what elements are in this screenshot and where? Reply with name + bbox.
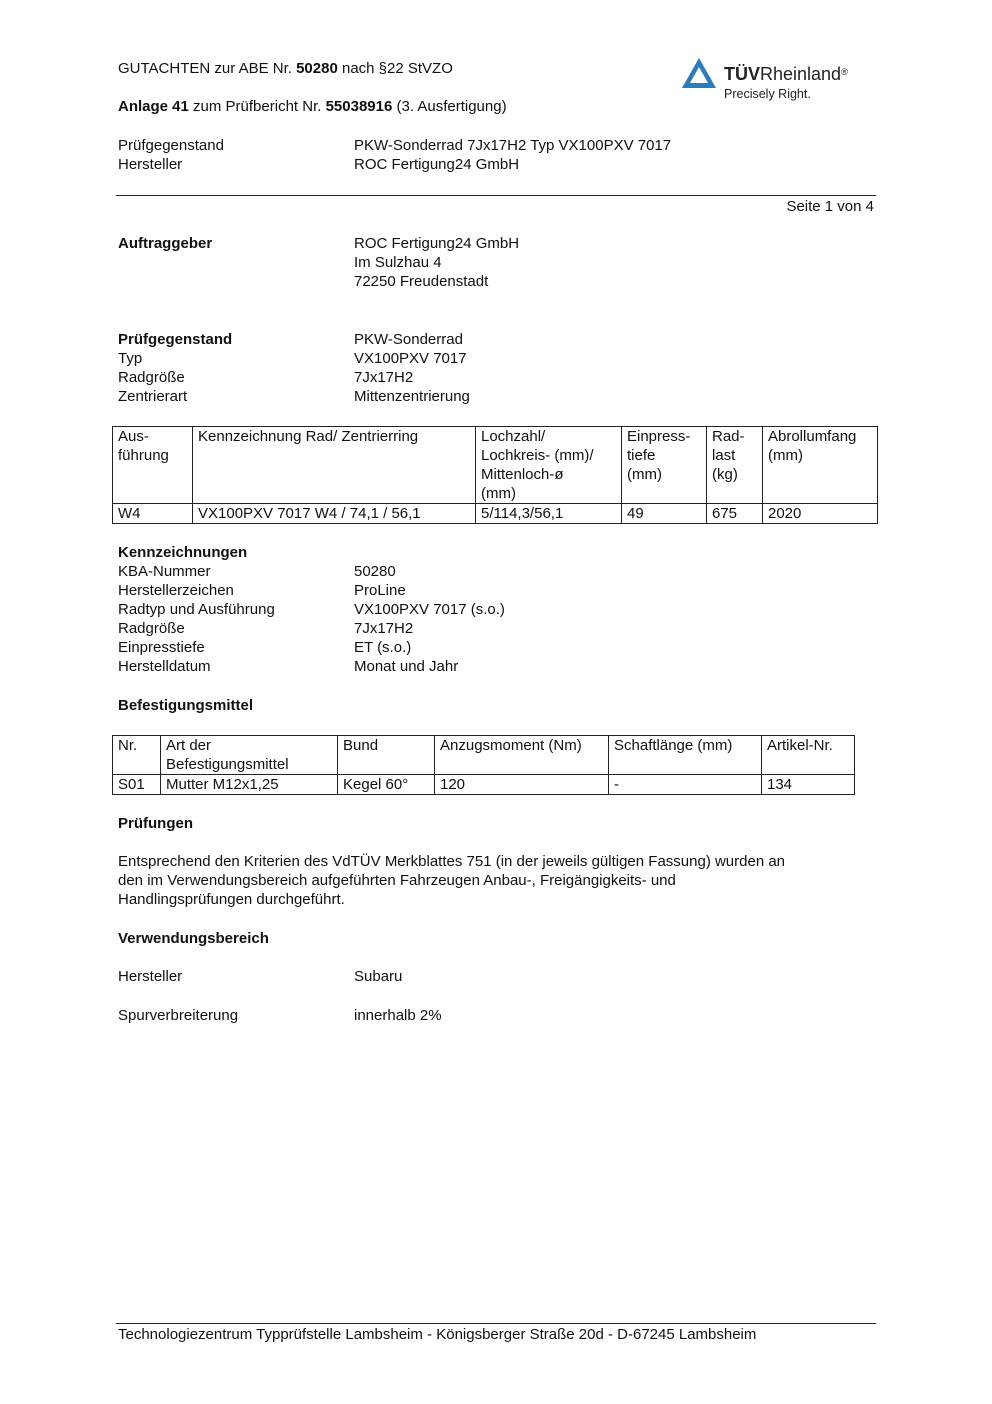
maker-label: Hersteller xyxy=(118,156,183,173)
table-cell: W4 xyxy=(113,504,193,524)
brand-tagline: Precisely Right. xyxy=(724,87,811,101)
marking-value: VX100PXV 7017 (s.o.) xyxy=(354,601,505,618)
track-value: innerhalb 2% xyxy=(354,1007,442,1024)
table-cell: Mutter M12x1,25 xyxy=(161,775,338,795)
subject-label: Prüfgegenstand xyxy=(118,137,224,154)
client-section xyxy=(118,234,878,291)
table-cell: 134 xyxy=(762,775,855,795)
paragraph-line: Handlingsprüfungen durchgeführt. xyxy=(118,891,345,908)
brand-name xyxy=(724,64,848,84)
header-cell: Bund xyxy=(338,736,435,775)
centering-value: Mittenzentrierung xyxy=(354,388,470,405)
table-header-row xyxy=(113,736,855,775)
client-line: Im Sulzhau 4 xyxy=(354,254,442,271)
anlage-label: Anlage 41 xyxy=(118,98,189,115)
copy-note: (3. Ausfertigung) xyxy=(392,98,507,115)
table-cell: Kegel 60° xyxy=(338,775,435,795)
header-cell: Art der Befestigungsmittel xyxy=(161,736,338,775)
fasteners-heading: Befestigungsmittel xyxy=(118,697,254,714)
table-cell: 49 xyxy=(622,504,707,524)
tuv-triangle-icon xyxy=(680,56,718,90)
marking-value: ProLine xyxy=(354,582,406,599)
marking-value: 50280 xyxy=(354,563,396,580)
usage-maker xyxy=(118,967,878,986)
footer-address: Technologiezentrum Typprüfstelle Lambsheim - Königsberger Straße 20d - D-67245 Lambsheim xyxy=(118,1326,757,1343)
markings-list xyxy=(118,562,878,676)
maker-value: ROC Fertigung24 GmbH xyxy=(354,156,520,173)
marking-value: 7Jx17H2 xyxy=(354,620,414,637)
report-title xyxy=(118,59,453,78)
table-cell: 120 xyxy=(435,775,609,795)
test-object-label xyxy=(118,330,354,349)
test-object-section xyxy=(118,330,878,406)
marking-value: Monat und Jahr xyxy=(354,658,459,675)
paragraph-line: Entsprechend den Kriterien des VdTÜV Merkblattes 751 (in der jeweils gültigen Fassung) wurden an xyxy=(118,853,786,870)
marking-label: KBA-Nummer xyxy=(118,563,211,580)
markings-heading: Kennzeichnungen xyxy=(118,544,248,561)
usage-track xyxy=(118,1006,878,1025)
report-subtitle xyxy=(118,97,507,116)
brand-regular: Rheinland xyxy=(760,64,842,84)
marking-value: ET (s.o.) xyxy=(354,639,412,656)
header-cell: Nr. xyxy=(113,736,161,775)
test-object-value: PKW-Sonderrad xyxy=(354,331,463,348)
test-object-label-text: Prüfgegenstand xyxy=(118,331,233,348)
usage-heading: Verwendungsbereich xyxy=(118,930,269,947)
tests-heading: Prüfungen xyxy=(118,815,193,832)
header-cell: Schaftlänge (mm) xyxy=(609,736,762,775)
client-label-text: Auftraggeber xyxy=(118,235,213,252)
brand-bold: TÜV xyxy=(724,64,760,84)
tests-paragraph xyxy=(118,852,878,909)
table-cell: 675 xyxy=(707,504,763,524)
usage-maker-value: Subaru xyxy=(354,968,403,985)
table-row xyxy=(113,504,878,524)
fasteners-table xyxy=(112,735,855,795)
client-line: ROC Fertigung24 GmbH xyxy=(354,235,520,252)
abe-number: 50280 xyxy=(296,60,338,77)
paragraph-line: den im Verwendungsbereich aufgeführten Fahrzeugen Anbau-, Freigängigkeits- und xyxy=(118,872,676,889)
header-cell: Aus- führung xyxy=(113,427,193,504)
centering-label: Zentrierart xyxy=(118,388,188,405)
marking-label: Radtyp und Ausführung xyxy=(118,601,275,618)
header-cell: Abrollumfang (mm) xyxy=(763,427,878,504)
header-divider xyxy=(116,195,876,196)
header-cell: Lochzahl/ Lochkreis- (mm)/ Mittenloch-ø (mm) xyxy=(476,427,622,504)
size-value: 7Jx17H2 xyxy=(354,369,414,386)
subject-value: PKW-Sonderrad 7Jx17H2 Typ VX100PXV 7017 xyxy=(354,137,672,154)
footer-divider xyxy=(116,1323,876,1324)
table-cell: 5/114,3/56,1 xyxy=(476,504,622,524)
wheel-table xyxy=(112,426,878,524)
table-cell: VX100PXV 7017 W4 / 74,1 / 56,1 xyxy=(193,504,476,524)
table-cell: 2020 xyxy=(763,504,878,524)
header-info xyxy=(118,136,878,174)
tuv-logo xyxy=(680,56,870,106)
marking-label: Herstellerzeichen xyxy=(118,582,234,599)
track-label: Spurverbreiterung xyxy=(118,1007,239,1024)
client-label xyxy=(118,234,354,253)
usage-maker-label: Hersteller xyxy=(118,968,183,985)
table-cell: - xyxy=(609,775,762,795)
type-value: VX100PXV 7017 xyxy=(354,350,467,367)
header-cell: Kennzeichnung Rad/ Zentrierring xyxy=(193,427,476,504)
header-cell: Einpress- tiefe (mm) xyxy=(622,427,707,504)
table-cell: S01 xyxy=(113,775,161,795)
type-label: Typ xyxy=(118,350,143,367)
table-header-row xyxy=(113,427,878,504)
table-row xyxy=(113,775,855,795)
header-cell: Anzugsmoment (Nm) xyxy=(435,736,609,775)
marking-label: Radgröße xyxy=(118,620,185,637)
title-text: GUTACHTEN zur ABE Nr. xyxy=(118,60,297,77)
report-number: 55038916 xyxy=(325,98,393,115)
size-label: Radgröße xyxy=(118,369,185,386)
header-cell: Rad- last (kg) xyxy=(707,427,763,504)
registered-mark: ® xyxy=(841,67,848,77)
header-cell: Artikel-Nr. xyxy=(762,736,855,775)
subtitle-text: zum Prüfbericht Nr. xyxy=(188,98,326,115)
page-number: Seite 1 von 4 xyxy=(786,198,874,215)
client-line: 72250 Freudenstadt xyxy=(354,273,489,290)
title-suffix: nach §22 StVZO xyxy=(337,60,453,77)
marking-label: Einpresstiefe xyxy=(118,639,205,656)
marking-label: Herstelldatum xyxy=(118,658,211,675)
